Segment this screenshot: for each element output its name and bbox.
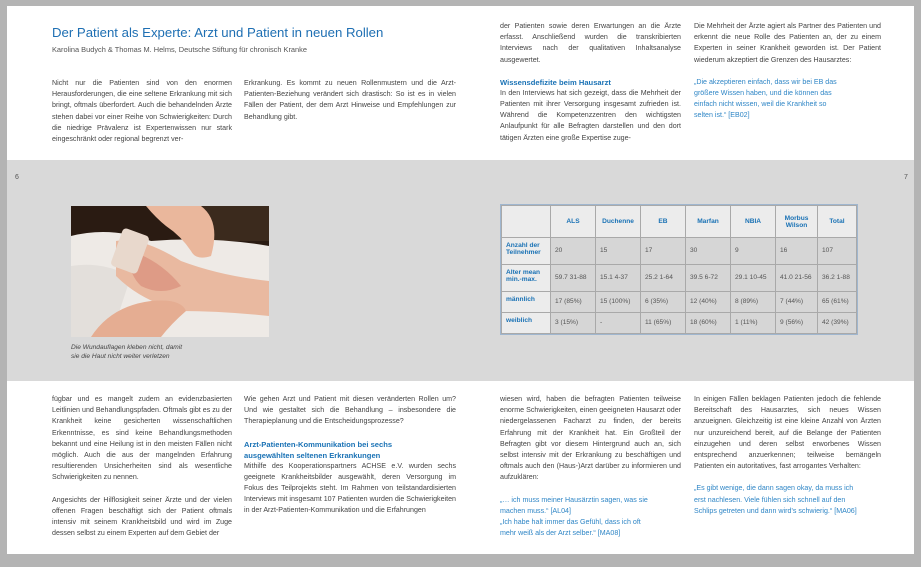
top-column-3 [500, 21, 681, 144]
paragraph: Nicht nur die Patienten sind von den enormen Herausforderungen, die eine seltene Erkrankung mit sich bringt, oftmals überfordert. Auch die behandelnden Ärzte stehen dabei vor einer Reihe von Schwierigkeiten: Durch die niedrige Prävalenz ist Expertenwissen nur stark eingeschränkt oder regional begrenzt ver- [52, 79, 232, 144]
header-cell: Morbus Wilson [776, 206, 818, 238]
article-title: Der Patient als Experte: Arzt und Patient in neuen Rollen [52, 25, 384, 40]
bottom-column-4 [694, 394, 881, 517]
table-cell: 17 [641, 238, 686, 265]
table-cell: 15 (100%) [596, 292, 641, 313]
table-cell: 29.1 10-45 [731, 265, 776, 292]
paragraph: der Patienten sowie deren Erwartungen an die Ärzte erfasst. Anschließend wurden die transkribierten Interviews nach der qualitativen Inhaltsanalyse ausgewertet. [500, 22, 681, 64]
paragraph: Erkrankung. Es kommt zu neuen Rollenmustern und die Arzt-Patienten-Beziehung verändert sich drastisch: So ist es in vielen Fällen der Patient, der dem Arzt Hinweise und Empfehlungen zur Behandlung gibt. [244, 79, 456, 121]
paragraph: wiesen wird, haben die befragten Patienten teilweise enorme Schwierigkeiten, einen geeigneten Hausarzt oder niedergelassenen Facharzt zu finden, der bereits Erfahrung mit der Krankheit hat. Ein Großteil der Befragten gibt vor diesem Hintergrund auch an, sich selbst intensiv mit der Erkrankung zu beschäftigen und oftmals auch den (Haus-)Arzt darüber zu informieren und aufzuklären: [500, 395, 681, 482]
quote: „Ich habe halt immer das Gefühl, dass ich oft mehr weiß als der Arzt selber.“ [MA08] [500, 518, 641, 538]
bottom-column-3 [500, 394, 681, 539]
paragraph: Mithilfe des Kooperationspartners ACHSE e.V. wurden sechs geeignete Krankheitsbilder ausgewählt, deren Versorgung im Fokus des Teilprojekts steht. Im Rahmen von teilstandardisierten Interviews mit insgesamt 107 Patienten wurden die Schwierigkeiten in der Arzt-Patienten-Kommunikation und die Erfahrungen [244, 461, 456, 515]
quote: „… ich muss meiner Hausärztin sagen, was sie machen muss.“ [AL04] [500, 495, 648, 515]
table-cell: 17 (85%) [551, 292, 596, 313]
paragraph: fügbar und es mangelt zudem an evidenzbasierten Leitlinien und Behandlungspfaden. Oftmals gibt es zu der Krankheit keine gesicherten wissenschaftlichen Erkenntnisse, es sind keine Behandlungsmethoden bekannt und eine Heilung ist in den meisten Fällen nicht möglich. Auch die aus der mangelnden Erfahrung resultierenden Unsicherheiten sind als wesentliche Schwierigkeiten zu nennen. [52, 395, 232, 482]
table-cell: 16 [776, 238, 818, 265]
participants-table [501, 205, 857, 334]
bottom-column-2 [244, 394, 456, 517]
table-cell: 36.2 1-88 [818, 265, 857, 292]
header-cell: Total [818, 206, 857, 238]
table-cell: 20 [551, 238, 596, 265]
table-cell: 39.5 6-72 [686, 265, 731, 292]
paragraph: In einigen Fällen beklagen Patienten jedoch die fehlende Bereitschaft des Hausarztes, sich neues Wissen anzueignen. Gleichzeitig ist eine kleine Anzahl von Ärzten nur unzureichend bereit, auf die Belange der Patienten einzugehen und deren selbst erworbenes Wissen entsprechend anzuerkennen; teilweise bemängeln Patienten ein autoritatives, fast arrogantes Verhalten: [694, 395, 881, 471]
top-column-4 [694, 21, 881, 122]
table-row [502, 265, 857, 292]
paragraph: In den Interviews hat sich gezeigt, dass die Mehrheit der Patienten mit ihrer Versorgung insgesamt zufrieden ist. Während die Kompetenzzentren den wichtigsten Anlaufpunkt für alle Befragten darstellen und den dort tätigen Ärzten eine große Expertise zuge- [500, 88, 681, 142]
table-cell: 42 (39%) [818, 313, 857, 334]
row-header: weiblich [502, 313, 551, 334]
caption-line: Die Wundauflagen kleben nicht, damit [71, 344, 183, 351]
section-heading: Arzt-Patienten-Kommunikation bei sechs ausgewählten seltenen Erkrankungen [244, 439, 393, 460]
table-cell: 1 (11%) [731, 313, 776, 334]
quote: „Es gibt wenige, die dann sagen okay, da muss ich erst nachlesen. Viele fühlen sich schnell auf den Schlips getreten und dann wird’s schwierig.“ [MA06] [694, 484, 857, 515]
table-cell: 107 [818, 238, 857, 265]
table-cell: 6 (35%) [641, 292, 686, 313]
table-cell: 18 (60%) [686, 313, 731, 334]
table-cell: 12 (40%) [686, 292, 731, 313]
wound-dressing-photo [71, 206, 269, 337]
table-cell: - [596, 313, 641, 334]
table-row [502, 292, 857, 313]
table-cell: 15.1 4-37 [596, 265, 641, 292]
table-row [502, 313, 857, 334]
bottom-column-1 [52, 394, 232, 539]
table-header-row [502, 206, 857, 238]
table-cell: 9 (56%) [776, 313, 818, 334]
paragraph: Wie gehen Arzt und Patient mit diesen veränderten Rollen um? Und wie gestaltet sich die Behandlung – insbesondere die Therapieplanung und die Entscheidungsprozesse? [244, 395, 456, 426]
top-column-2 [244, 78, 456, 123]
header-cell: Duchenne [596, 206, 641, 238]
paragraph: Die Mehrheit der Ärzte agiert als Partner des Patienten und erkennt die neue Rolle des Patienten an, der zu einem Experten in seiner Krankheit geworden ist. Der Patient wiederum akzeptiert die Grenzen des Hausarztes: [694, 22, 881, 64]
table-cell: 25.2 1-64 [641, 265, 686, 292]
header-cell [502, 206, 551, 238]
header-cell: NBIA [731, 206, 776, 238]
magazine-spread [7, 6, 914, 554]
table-cell: 59.7 31-88 [551, 265, 596, 292]
table-cell: 30 [686, 238, 731, 265]
row-header: Anzahl der Teilnehmer [502, 238, 551, 265]
header-cell: Marfan [686, 206, 731, 238]
table-cell: 8 (89%) [731, 292, 776, 313]
caption-line: sie die Haut nicht weiter verletzen [71, 353, 170, 360]
photo-caption [71, 343, 182, 361]
table-cell: 11 (65%) [641, 313, 686, 334]
quote: „Die akzeptieren einfach, dass wir bei EB das größere Wissen haben, und die können das einfach nicht wissen, weil die Krankheit so selten ist.“ [EB02] [694, 77, 837, 120]
photo-illustration [71, 206, 269, 337]
page-number-left: 6 [15, 174, 19, 181]
paragraph: Angesichts der Hilflosigkeit seiner Ärzte und der vielen offenen Fragen beschäftigt sich der Patient oftmals intensiv mit seinem Krankheitsbild und wird im Zuge dessen selbst zu einem Experten auf dem Gebiet der [52, 495, 232, 538]
header-cell: EB [641, 206, 686, 238]
article-authors: Karolina Budych & Thomas M. Helms, Deutsche Stiftung für chronisch Kranke [52, 45, 307, 54]
table-cell: 65 (61%) [818, 292, 857, 313]
page-number-right: 7 [904, 174, 908, 181]
table-cell: 7 (44%) [776, 292, 818, 313]
section-heading: Wissensdefizite beim Hausarzt [500, 77, 611, 87]
table-row [502, 238, 857, 265]
table-cell: 15 [596, 238, 641, 265]
table-cell: 3 (15%) [551, 313, 596, 334]
table-cell: 41.0 21-56 [776, 265, 818, 292]
top-column-1 [52, 78, 232, 145]
row-header: Alter mean min.-max. [502, 265, 551, 292]
row-header: männlich [502, 292, 551, 313]
header-cell: ALS [551, 206, 596, 238]
table-cell: 9 [731, 238, 776, 265]
